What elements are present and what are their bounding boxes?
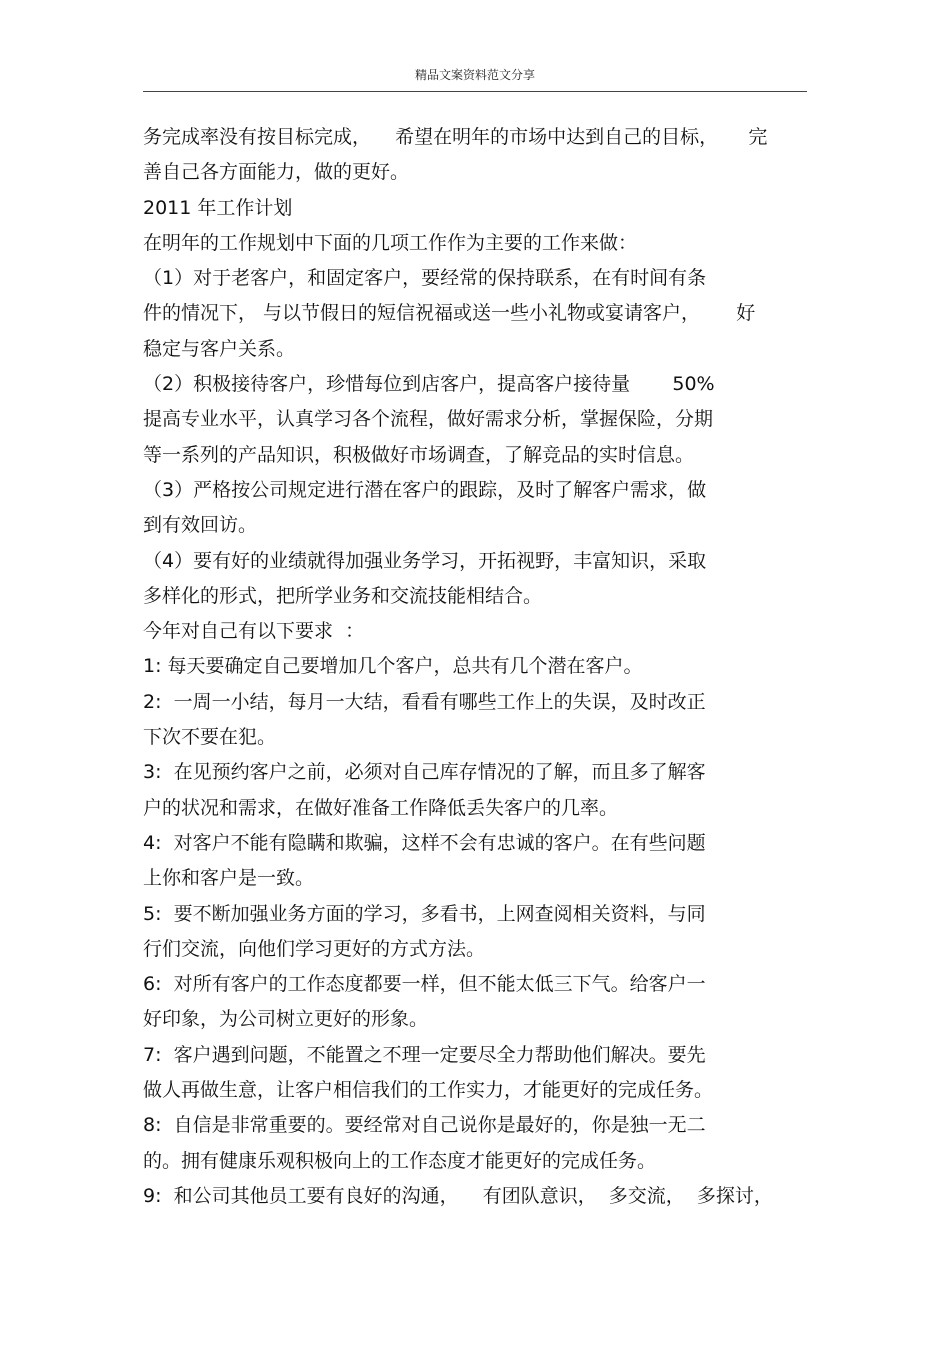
text-line: 4: 对客户不能有隐瞒和欺骗，这样不会有忠诚的客户。在有些问题 [143, 831, 706, 854]
text-line: 今年对自己有以下要求 ： [143, 620, 365, 643]
text-line: 5: 要不断加强业务方面的学习，多看书，上网查阅相关资料，与同 [143, 902, 706, 925]
text-line: 下次不要在犯。 [143, 726, 277, 749]
text-line: 的。拥有健康乐观积极向上的工作态度才能更好的完成任务。 [143, 1149, 657, 1172]
text-line: 6: 对所有客户的工作态度都要一样，但不能太低三下气。给客户一 [143, 973, 706, 996]
text-line: 善自己各方面能力，做的更好。 [143, 161, 410, 184]
text-line: 好印象，为公司树立更好的形象。 [143, 1008, 429, 1031]
text-line: （1）对于老客户，和固定客户，要经常的保持联系，在有时间有条 [143, 267, 707, 290]
document-body [143, 120, 811, 1214]
text-line: 7: 客户遇到问题，不能置之不理一定要尽全力帮助他们解决。要先 [143, 1043, 706, 1066]
text-line: 1: 每天要确定自己要增加几个客户，总共有几个潜在客户。 [143, 655, 643, 678]
text-line: 3: 在见预约客户之前，必须对自己库存情况的了解，而且多了解客 [143, 761, 706, 784]
text-line: （4）要有好的业绩就得加强业务学习，开拓视野，丰富知识，采取 [143, 549, 707, 572]
text-line: 件的情况下， 与以节假日的短信祝福或送一些小礼物或宴请客户， 好 [143, 302, 756, 325]
header-divider [143, 91, 807, 92]
text-line: 务完成率没有按目标完成， 希望在明年的市场中达到自己的目标， 完 [143, 126, 768, 148]
text-line: 8: 自信是非常重要的。要经常对自己说你是最好的，你是独一无二 [143, 1114, 706, 1137]
text-line: 稳定与客户关系。 [143, 337, 296, 360]
text-line: 户的状况和需求，在做好准备工作降低丢失客户的几率。 [143, 796, 619, 819]
page-header: 精品文案资料范文分享 [414, 68, 535, 82]
text-line: 多样化的形式，把所学业务和交流技能相结合。 [143, 584, 543, 607]
text-line: 上你和客户是一致。 [143, 867, 315, 890]
text-line: 行们交流，向他们学习更好的方式方法。 [143, 937, 486, 960]
text-line: 2: 一周一小结，每月一大结，看看有哪些工作上的失误，及时改正 [143, 690, 706, 713]
text-line: 等一系列的产品知识，积极做好市场调查，了解竞品的实时信息。 [143, 443, 695, 466]
text-line: 9: 和公司其他员工要有良好的沟通， 有团队意识， 多交流， 多探讨， [143, 1184, 773, 1207]
text-line: 到有效回访。 [143, 514, 258, 537]
section-heading: 2011 年工作计划 [143, 196, 293, 219]
text-line: （3）严格按公司规定进行潜在客户的跟踪，及时了解客户需求，做 [143, 478, 707, 501]
text-line: 在明年的工作规划中下面的几项工作作为主要的工作来做： [143, 231, 638, 254]
text-line: 做人再做生意，让客户相信我们的工作实力，才能更好的完成任务。 [143, 1079, 714, 1102]
text-line: （2）积极接待客户，珍惜每位到店客户，提高客户接待量 50% [143, 373, 715, 396]
text-line: 提高专业水平，认真学习各个流程，做好需求分析，掌握保险，分期 [143, 408, 714, 431]
